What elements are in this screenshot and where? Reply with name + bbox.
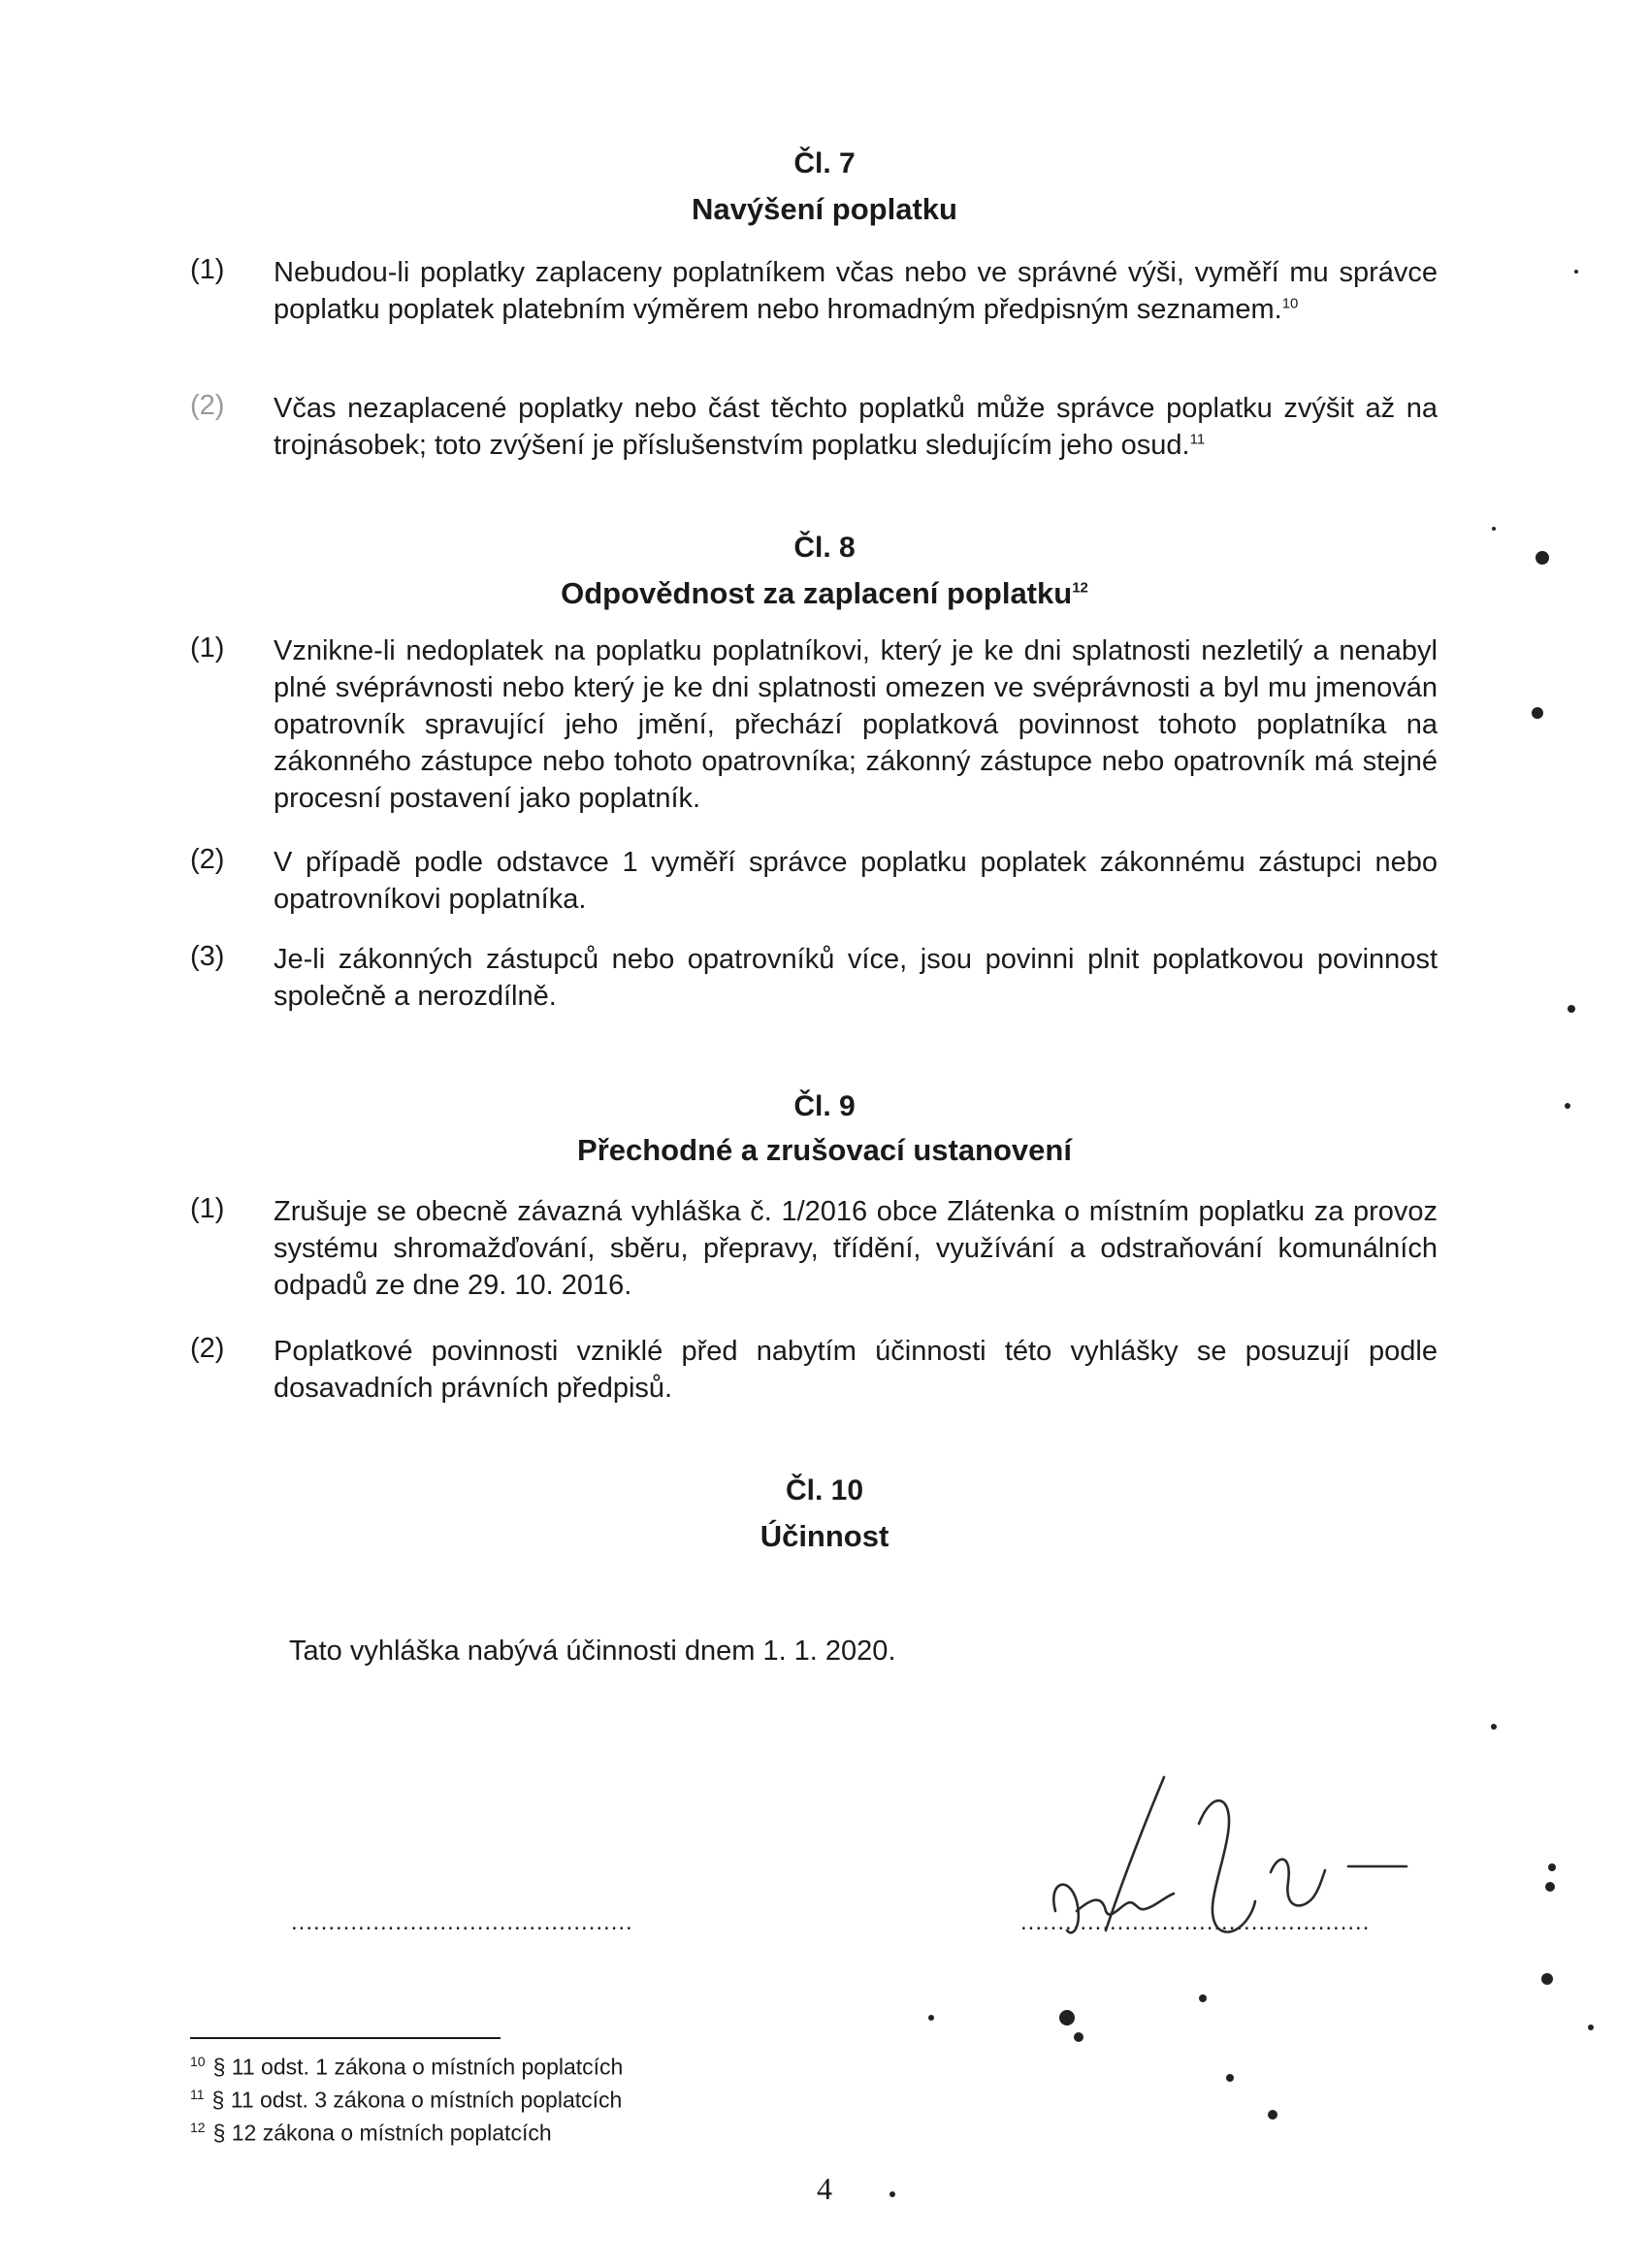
article-9-title: Přechodné a zrušovací ustanovení [577, 1133, 1072, 1167]
paragraph-text: Vznikne-li nedoplatek na poplatku poplatníkovi, který je ke dni splatnosti nezletilý a nenabyl plné svéprávnosti nebo který je ke dni splatnosti omezen ve svéprávnosti a byl mu jmenován opatrovník spravující jeho jmění, přechází poplatková povinnost tohoto poplatníka na zákonného zástupce nebo tohoto opatrovníka; zákonný zástupce nebo opatrovník má stejné procesní postavení jako poplatník. [274, 635, 1438, 814]
article-8-number: Čl. 8 [793, 532, 856, 564]
paragraph-text: Včas nezaplacené poplatky nebo část těchto poplatků může správce poplatku zvýšit až na trojnásobek; toto zvýšení je příslušenstvím poplatku sledujícím jeho osud.$^{11}$ [274, 393, 1438, 461]
paragraph-number: (2) [190, 390, 225, 421]
footnote-reference: 10 [1281, 295, 1299, 312]
footnote-mark: 12 [190, 2120, 206, 2135]
footnote-mark: 10 [190, 2054, 206, 2069]
signature-line-left: .............................................. [291, 1909, 633, 1935]
paragraph-text: Je-li zákonných zástupců nebo opatrovníků více, jsou povinni plnit poplatkovou povinnost společně a nerozdílně. [274, 944, 1438, 1012]
page-number: 4 [817, 2171, 832, 2206]
footnote-11: $^{11}$ § 11 odst. 3 zákona o místních poplatcích [190, 2087, 623, 2113]
paragraph-text: Poplatkové povinnosti vzniklé před nabytím účinnosti této vyhlášky se posuzují podle dosavadních právních předpisů. [274, 1336, 1438, 1404]
footnote-10: $^{10}$ § 11 odst. 1 zákona o místních poplatcích [190, 2054, 624, 2080]
paragraph-text: Zrušuje se obecně závazná vyhláška č. 1/2016 obce Zlátenka o místním poplatku za provoz systému shromažďování, sběru, přepravy, třídění, využívání a odstraňování komunálních odpadů ze dne 29. 10. 2016. [274, 1196, 1438, 1301]
paragraph-number: (1) [190, 632, 225, 664]
paragraph-number: (1) [190, 1193, 225, 1224]
article-10-title: Účinnost [760, 1519, 889, 1553]
paragraph-text: V případě podle odstavce 1 vyměří správce poplatku poplatek zákonnému zástupci nebo opatrovníkovi poplatníka. [274, 847, 1438, 915]
paragraph-number: (2) [190, 844, 225, 875]
article-10-number: Čl. 10 [785, 1474, 864, 1507]
paragraph-number: (1) [190, 254, 225, 285]
effective-date-text: Tato vyhláška nabývá účinnosti dnem 1. 1. 2020. [289, 1636, 896, 1667]
footnote-reference: 11 [1189, 431, 1206, 448]
article-7-number: Čl. 7 [793, 147, 856, 179]
footnote-12: $^{12}$ § 12 zákona o místních poplatcích [190, 2120, 552, 2146]
signature-line-right: ............................................... [1020, 1909, 1371, 1935]
paragraph-number: (2) [190, 1333, 225, 1364]
article-7-title: Navýšení poplatku [692, 192, 957, 226]
paragraph-text: Nebudou-li poplatky zaplaceny poplatníkem včas nebo ve správné výši, vyměří mu správce poplatku poplatek platebním výměrem nebo hromadným předpisným seznamem.$^{10}$ [274, 257, 1438, 325]
footnote-reference: 12 [1072, 579, 1088, 597]
footnote-mark: 11 [190, 2087, 205, 2102]
paragraph-number: (3) [190, 941, 225, 972]
article-9-number: Čl. 9 [793, 1090, 856, 1122]
article-8-title: Odpovědnost za zaplacení poplatku$^{12}$ [561, 576, 1088, 610]
